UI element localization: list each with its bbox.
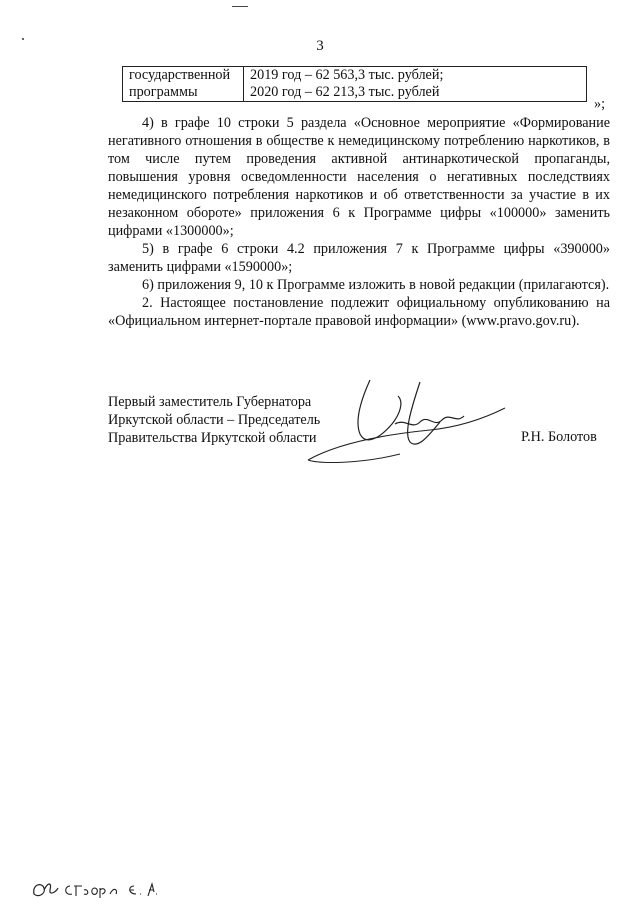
signatory-title-line: Первый заместитель Губернатора bbox=[108, 394, 312, 410]
paragraph-item-5: 5) в графе 6 строки 4.2 приложения 7 к Программе цифры «390000» заменить цифрами «1590000»; bbox=[108, 241, 610, 275]
signatory-title bbox=[108, 393, 320, 447]
paragraph-item-4: 4) в графе 10 строки 5 раздела «Основное мероприятие «Формирование негативного отношения в обществе к немедицинскому потреблению наркотиков, в том числе путем проведения активной антинаркотической пропаганды, повышения уровня осведомленности населения о негативных последствиях немедицинского потребления наркотиков и об ответственности за участие в их незаконном обороте» приложения 6 к Программе цифры «100000» заменить цифрами «1300000»; bbox=[108, 115, 610, 239]
table-row bbox=[123, 67, 587, 102]
table-cell-line: программы bbox=[129, 84, 198, 100]
paragraph-item-6: 6) приложения 9, 10 к Программе изложить в новой редакции (прилагаются). bbox=[142, 277, 610, 293]
page-number: 3 bbox=[316, 38, 324, 54]
table-cell-line: 2019 год – 62 563,3 тыс. рублей; bbox=[250, 67, 444, 83]
handwritten-signature bbox=[300, 372, 510, 472]
continued-table bbox=[122, 66, 587, 102]
document-body bbox=[108, 114, 610, 330]
table-cell-label bbox=[123, 67, 244, 102]
scan-mark bbox=[232, 6, 248, 7]
table-cell-value bbox=[244, 67, 587, 102]
paragraph-section-2: 2. Настоящее постановление подлежит официальному опубликованию на «Официальном интернет-портале правовой информации» (www.pravo.gov.ru). bbox=[108, 295, 610, 329]
table-cell-line: государственной bbox=[129, 67, 231, 83]
signatory-title-line: Правительства Иркутской области bbox=[108, 430, 317, 446]
table-closing-quote: »; bbox=[594, 96, 606, 112]
handwritten-note bbox=[30, 878, 160, 900]
signatory-title-line: Иркутской области – Председатель bbox=[108, 412, 321, 428]
table-cell-line: 2020 год – 62 213,3 тыс. рублей bbox=[250, 84, 440, 100]
signatory-name: Р.Н. Болотов bbox=[521, 429, 597, 445]
